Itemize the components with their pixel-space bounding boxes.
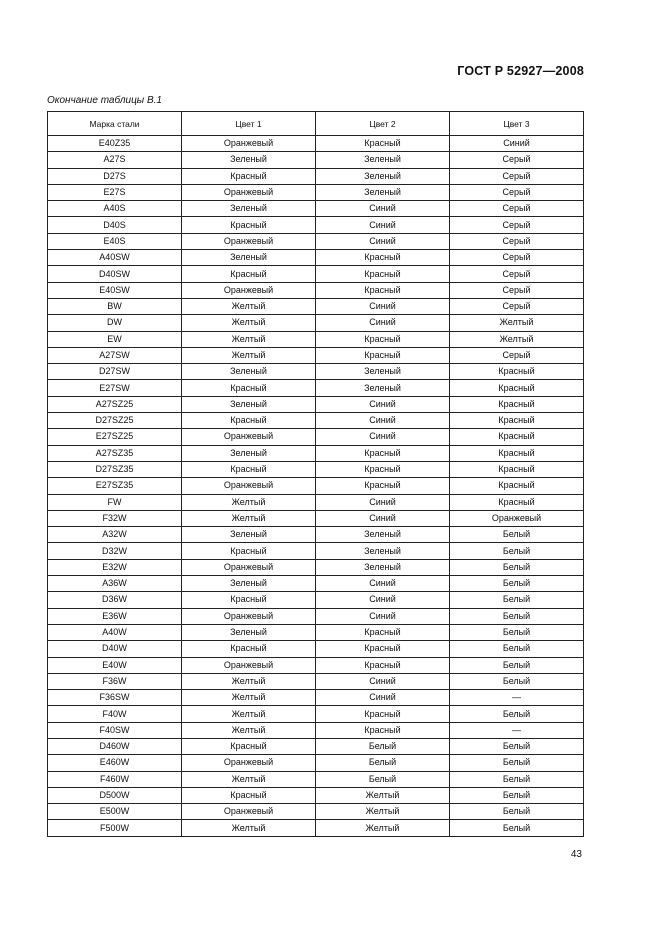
color-1-cell: Оранжевый xyxy=(182,755,316,771)
color-2-cell: Красный xyxy=(316,250,450,266)
color-3-cell: — xyxy=(450,690,584,706)
color-1-cell: Красный xyxy=(182,380,316,396)
table-row xyxy=(48,461,584,477)
steel-grade-cell: E32W xyxy=(48,559,182,575)
color-1-cell: Оранжевый xyxy=(182,657,316,673)
color-1-cell: Желтый xyxy=(182,347,316,363)
color-3-cell: Красный xyxy=(450,396,584,412)
color-1-cell: Желтый xyxy=(182,722,316,738)
color-2-cell: Красный xyxy=(316,136,450,152)
color-1-cell: Красный xyxy=(182,592,316,608)
color-2-cell: Белый xyxy=(316,755,450,771)
color-3-cell: Красный xyxy=(450,494,584,510)
color-1-cell: Желтый xyxy=(182,706,316,722)
color-3-cell: Красный xyxy=(450,445,584,461)
table-row xyxy=(48,201,584,217)
steel-grade-cell: D40W xyxy=(48,641,182,657)
table-row xyxy=(48,543,584,559)
table-row xyxy=(48,429,584,445)
color-3-cell: Белый xyxy=(450,592,584,608)
color-3-cell: Белый xyxy=(450,543,584,559)
steel-grade-cell: D32W xyxy=(48,543,182,559)
color-1-cell: Зеленый xyxy=(182,445,316,461)
color-2-cell: Синий xyxy=(316,233,450,249)
steel-grade-cell: E27SW xyxy=(48,380,182,396)
steel-grade-cell: D27S xyxy=(48,168,182,184)
color-2-cell: Синий xyxy=(316,576,450,592)
color-1-cell: Оранжевый xyxy=(182,282,316,298)
steel-grade-cell: A27SW xyxy=(48,347,182,363)
steel-grade-cell: A40W xyxy=(48,624,182,640)
steel-grade-cell: F32W xyxy=(48,510,182,526)
steel-grade-cell: A36W xyxy=(48,576,182,592)
color-2-cell: Красный xyxy=(316,282,450,298)
color-3-cell: Красный xyxy=(450,461,584,477)
steel-grade-cell: A27SZ25 xyxy=(48,396,182,412)
color-2-cell: Синий xyxy=(316,494,450,510)
table-row xyxy=(48,527,584,543)
color-3-cell: Белый xyxy=(450,624,584,640)
color-3-cell: Серый xyxy=(450,298,584,314)
table-row xyxy=(48,380,584,396)
color-2-cell: Зеленый xyxy=(316,184,450,200)
color-3-cell: Желтый xyxy=(450,315,584,331)
color-1-cell: Желтый xyxy=(182,673,316,689)
color-1-cell: Зеленый xyxy=(182,250,316,266)
steel-grade-cell: A40SW xyxy=(48,250,182,266)
table-row xyxy=(48,706,584,722)
steel-grade-cell: D27SZ35 xyxy=(48,461,182,477)
color-2-cell: Красный xyxy=(316,331,450,347)
color-2-cell: Желтый xyxy=(316,804,450,820)
steel-grade-cell: E40SW xyxy=(48,282,182,298)
color-3-cell: Серый xyxy=(450,217,584,233)
color-3-cell: Серый xyxy=(450,201,584,217)
color-1-cell: Оранжевый xyxy=(182,559,316,575)
table-body xyxy=(48,136,584,837)
color-3-cell: Белый xyxy=(450,608,584,624)
steel-grade-cell: E27S xyxy=(48,184,182,200)
color-1-cell: Оранжевый xyxy=(182,429,316,445)
color-3-cell: Белый xyxy=(450,673,584,689)
steel-grade-cell: E40W xyxy=(48,657,182,673)
table-row xyxy=(48,559,584,575)
color-3-cell: Белый xyxy=(450,641,584,657)
color-1-cell: Красный xyxy=(182,543,316,559)
table-row xyxy=(48,820,584,836)
table-row xyxy=(48,217,584,233)
color-3-cell: Белый xyxy=(450,804,584,820)
steel-grade-cell: FW xyxy=(48,494,182,510)
color-1-cell: Зеленый xyxy=(182,576,316,592)
table-row xyxy=(48,250,584,266)
steel-grade-cell: E460W xyxy=(48,755,182,771)
page-number: 43 xyxy=(570,849,582,860)
steel-grade-cell: BW xyxy=(48,298,182,314)
steel-grade-cell: D500W xyxy=(48,787,182,803)
table-row xyxy=(48,315,584,331)
color-2-cell: Желтый xyxy=(316,820,450,836)
color-2-cell: Красный xyxy=(316,624,450,640)
color-2-cell: Зеленый xyxy=(316,527,450,543)
color-1-cell: Красный xyxy=(182,217,316,233)
color-3-cell: Белый xyxy=(450,755,584,771)
color-1-cell: Желтый xyxy=(182,771,316,787)
color-2-cell: Синий xyxy=(316,298,450,314)
table-row xyxy=(48,445,584,461)
color-1-cell: Оранжевый xyxy=(182,804,316,820)
color-1-cell: Желтый xyxy=(182,331,316,347)
color-3-cell: Серый xyxy=(450,233,584,249)
color-1-cell: Желтый xyxy=(182,820,316,836)
color-2-cell: Белый xyxy=(316,771,450,787)
steel-grade-cell: E40S xyxy=(48,233,182,249)
table-row xyxy=(48,266,584,282)
table-row xyxy=(48,478,584,494)
color-3-cell: Серый xyxy=(450,152,584,168)
color-2-cell: Зеленый xyxy=(316,559,450,575)
color-2-cell: Красный xyxy=(316,722,450,738)
color-2-cell: Желтый xyxy=(316,787,450,803)
color-3-cell: Белый xyxy=(450,706,584,722)
table-row xyxy=(48,331,584,347)
table-row xyxy=(48,510,584,526)
color-2-cell: Красный xyxy=(316,641,450,657)
color-3-cell: Серый xyxy=(450,266,584,282)
color-1-cell: Желтый xyxy=(182,298,316,314)
table-row xyxy=(48,690,584,706)
color-3-cell: Белый xyxy=(450,820,584,836)
color-1-cell: Красный xyxy=(182,266,316,282)
table-row xyxy=(48,298,584,314)
color-2-cell: Красный xyxy=(316,706,450,722)
table-row xyxy=(48,494,584,510)
steel-grade-cell: F500W xyxy=(48,820,182,836)
color-2-cell: Синий xyxy=(316,413,450,429)
steel-grade-cell: E27SZ35 xyxy=(48,478,182,494)
color-1-cell: Оранжевый xyxy=(182,608,316,624)
color-1-cell: Оранжевый xyxy=(182,136,316,152)
table-row xyxy=(48,804,584,820)
color-2-cell: Белый xyxy=(316,738,450,754)
color-1-cell: Желтый xyxy=(182,690,316,706)
color-2-cell: Красный xyxy=(316,266,450,282)
color-2-cell: Зеленый xyxy=(316,152,450,168)
steel-grade-cell: D27SW xyxy=(48,364,182,380)
table-row xyxy=(48,787,584,803)
color-3-cell: Красный xyxy=(450,478,584,494)
color-2-cell: Синий xyxy=(316,396,450,412)
color-2-cell: Зеленый xyxy=(316,168,450,184)
color-1-cell: Желтый xyxy=(182,315,316,331)
color-1-cell: Желтый xyxy=(182,494,316,510)
color-2-cell: Синий xyxy=(316,201,450,217)
table-row xyxy=(48,576,584,592)
table-row xyxy=(48,592,584,608)
color-3-cell: Красный xyxy=(450,429,584,445)
table-caption: Окончание таблицы В.1 xyxy=(47,95,162,106)
color-1-cell: Зеленый xyxy=(182,396,316,412)
color-3-cell: Серый xyxy=(450,347,584,363)
steel-grade-cell: E500W xyxy=(48,804,182,820)
color-2-cell: Синий xyxy=(316,429,450,445)
table-row xyxy=(48,771,584,787)
color-3-cell: Красный xyxy=(450,364,584,380)
color-1-cell: Красный xyxy=(182,461,316,477)
color-3-cell: Серый xyxy=(450,282,584,298)
color-2-cell: Синий xyxy=(316,510,450,526)
table-row xyxy=(48,168,584,184)
color-3-cell: Белый xyxy=(450,527,584,543)
color-3-cell: Красный xyxy=(450,380,584,396)
color-3-cell: Синий xyxy=(450,136,584,152)
color-2-cell: Красный xyxy=(316,657,450,673)
table-row xyxy=(48,282,584,298)
column-header-steel-grade: Марка стали xyxy=(48,112,182,136)
color-3-cell: Желтый xyxy=(450,331,584,347)
color-1-cell: Желтый xyxy=(182,510,316,526)
steel-color-table xyxy=(47,111,584,837)
color-1-cell: Зеленый xyxy=(182,527,316,543)
table-row xyxy=(48,364,584,380)
color-3-cell: Белый xyxy=(450,787,584,803)
color-3-cell: — xyxy=(450,722,584,738)
table-row xyxy=(48,184,584,200)
steel-grade-cell: D27SZ25 xyxy=(48,413,182,429)
steel-grade-cell: A27S xyxy=(48,152,182,168)
column-header-color-2: Цвет 2 xyxy=(316,112,450,136)
color-3-cell: Серый xyxy=(450,250,584,266)
color-1-cell: Красный xyxy=(182,168,316,184)
steel-grade-cell: D40SW xyxy=(48,266,182,282)
color-3-cell: Белый xyxy=(450,738,584,754)
color-1-cell: Зеленый xyxy=(182,152,316,168)
color-2-cell: Синий xyxy=(316,315,450,331)
table-row xyxy=(48,673,584,689)
table-row xyxy=(48,738,584,754)
table-row xyxy=(48,396,584,412)
color-3-cell: Серый xyxy=(450,184,584,200)
color-2-cell: Зеленый xyxy=(316,364,450,380)
table-row xyxy=(48,641,584,657)
table-row xyxy=(48,136,584,152)
color-2-cell: Красный xyxy=(316,461,450,477)
table-row xyxy=(48,624,584,640)
table-row xyxy=(48,413,584,429)
steel-grade-cell: DW xyxy=(48,315,182,331)
color-2-cell: Зеленый xyxy=(316,380,450,396)
table-header-row xyxy=(48,112,584,136)
steel-grade-cell: A32W xyxy=(48,527,182,543)
color-3-cell: Красный xyxy=(450,413,584,429)
steel-grade-cell: E36W xyxy=(48,608,182,624)
color-2-cell: Синий xyxy=(316,690,450,706)
steel-grade-cell: E40Z35 xyxy=(48,136,182,152)
color-1-cell: Красный xyxy=(182,787,316,803)
color-2-cell: Синий xyxy=(316,592,450,608)
color-2-cell: Зеленый xyxy=(316,543,450,559)
table-row xyxy=(48,755,584,771)
color-3-cell: Белый xyxy=(450,771,584,787)
steel-grade-cell: F40SW xyxy=(48,722,182,738)
steel-grade-cell: A40S xyxy=(48,201,182,217)
color-1-cell: Зеленый xyxy=(182,201,316,217)
steel-grade-cell: EW xyxy=(48,331,182,347)
color-2-cell: Синий xyxy=(316,673,450,689)
color-1-cell: Оранжевый xyxy=(182,233,316,249)
color-3-cell: Серый xyxy=(450,168,584,184)
color-2-cell: Синий xyxy=(316,217,450,233)
column-header-color-1: Цвет 1 xyxy=(182,112,316,136)
steel-grade-cell: F36SW xyxy=(48,690,182,706)
color-3-cell: Оранжевый xyxy=(450,510,584,526)
steel-grade-cell: D460W xyxy=(48,738,182,754)
color-3-cell: Белый xyxy=(450,657,584,673)
table-row xyxy=(48,722,584,738)
color-1-cell: Красный xyxy=(182,641,316,657)
document-standard-header: ГОСТ Р 52927—2008 xyxy=(457,64,584,78)
color-2-cell: Красный xyxy=(316,478,450,494)
steel-grade-cell: D40S xyxy=(48,217,182,233)
steel-grade-cell: A27SZ35 xyxy=(48,445,182,461)
color-2-cell: Красный xyxy=(316,445,450,461)
color-1-cell: Оранжевый xyxy=(182,478,316,494)
table-row xyxy=(48,608,584,624)
color-1-cell: Оранжевый xyxy=(182,184,316,200)
color-1-cell: Зеленый xyxy=(182,364,316,380)
color-2-cell: Красный xyxy=(316,347,450,363)
color-1-cell: Зеленый xyxy=(182,624,316,640)
steel-grade-cell: F40W xyxy=(48,706,182,722)
color-3-cell: Белый xyxy=(450,576,584,592)
color-1-cell: Красный xyxy=(182,413,316,429)
color-3-cell: Белый xyxy=(450,559,584,575)
table-row xyxy=(48,152,584,168)
steel-grade-cell: E27SZ25 xyxy=(48,429,182,445)
steel-grade-cell: F36W xyxy=(48,673,182,689)
table-row xyxy=(48,347,584,363)
steel-grade-cell: F460W xyxy=(48,771,182,787)
color-1-cell: Красный xyxy=(182,738,316,754)
steel-grade-cell: D36W xyxy=(48,592,182,608)
table-row xyxy=(48,233,584,249)
color-2-cell: Синий xyxy=(316,608,450,624)
column-header-color-3: Цвет 3 xyxy=(450,112,584,136)
table-row xyxy=(48,657,584,673)
